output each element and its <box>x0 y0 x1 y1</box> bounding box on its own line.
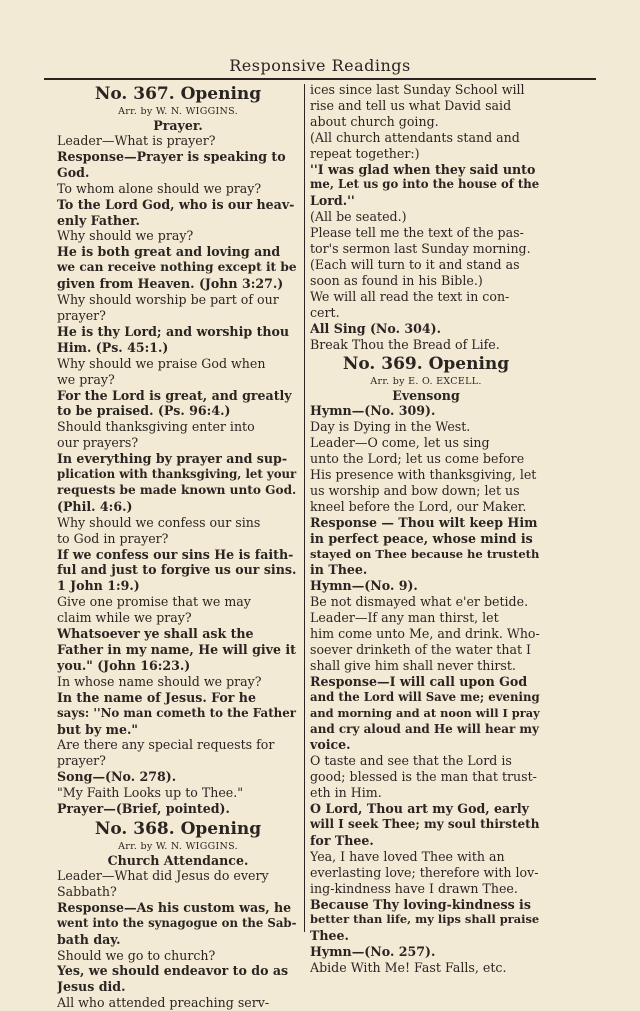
response-line: in perfect peace, whose mind is <box>310 530 533 546</box>
column-divider <box>304 84 305 932</box>
response-line: requests be made known unto God. <box>57 482 297 497</box>
response-line: Yes, we should endeavor to do as <box>57 963 289 979</box>
response-line: He is both great and loving and <box>57 244 281 260</box>
leader-line: eth in Him. <box>310 785 382 801</box>
response-line: O Lord, Thou art my God, early <box>310 801 529 817</box>
response-line: If we confess our sins He is faith- <box>57 546 294 562</box>
leader-line: O taste and see that the Lord is <box>310 753 512 769</box>
leader-line: Leader—O come, let us sing <box>310 435 490 451</box>
response-line: Because Thy loving-kindness is <box>310 896 531 912</box>
response-line: stayed on Thee because he trusteth <box>310 546 540 561</box>
leader-line: repeat together:) <box>310 145 420 161</box>
response-line: ''I was glad when they said unto <box>310 161 536 177</box>
response-line: went into the synagogue on the Sab- <box>57 915 297 930</box>
leader-line: cert. <box>310 304 340 320</box>
leader-line: (All be seated.) <box>310 209 407 225</box>
leader-line: tor's sermon last Sunday morning. <box>310 241 531 257</box>
leader-line: Should we go to church? <box>57 947 216 963</box>
leader-line: We will all read the text in con- <box>310 288 510 304</box>
leader-line: "My Faith Looks up to Thee." <box>57 785 244 801</box>
leader-line: His presence with thanksgiving, let <box>310 467 537 483</box>
section-title: No. 369. Opening <box>342 354 510 375</box>
leader-line: good; blessed is the man that trust- <box>310 769 537 785</box>
response-line: to be praised. (Ps. 96:4.) <box>57 403 231 419</box>
response-line: voice. <box>310 737 351 753</box>
response-line: For the Lord is great, and greatly <box>57 387 292 403</box>
leader-line: Why should we praise God when <box>57 355 266 371</box>
leader-line: All who attended preaching serv- <box>57 995 270 1011</box>
response-line: bath day. <box>57 931 121 947</box>
section-subtitle: Evensong <box>392 388 460 404</box>
section-title: No. 367. Opening <box>94 84 262 104</box>
arranger-credit: Arr. by W. N. WIGGINS. <box>118 106 238 117</box>
response-line: In everything by prayer and sup- <box>57 451 288 467</box>
response-line: Response—I will call upon God <box>310 673 528 689</box>
leader-line: Are there any special requests for <box>57 737 275 753</box>
response-line: (Phil. 4:6.) <box>57 498 133 514</box>
left-column <box>57 82 299 1011</box>
response-line: In the name of Jesus. For he <box>57 689 256 705</box>
response-line: and morning and at noon will I pray <box>310 705 540 720</box>
response-line: 1 John 1:9.) <box>57 578 140 594</box>
leader-line: Why should we confess our sins <box>57 514 261 530</box>
response-line: Him. (Ps. 45:1.) <box>57 339 169 355</box>
header-rule <box>44 78 596 80</box>
response-line: you." (John 16:23.) <box>57 657 191 673</box>
leader-line: Break Thou the Bread of Life. <box>310 336 500 352</box>
response-line: and the Lord will Save me; evening <box>310 689 540 704</box>
response-line: Response—Prayer is speaking to <box>57 148 286 164</box>
response-line: All Sing (No. 304). <box>310 320 441 336</box>
leader-line: (Each will turn to it and stand as <box>310 256 520 272</box>
response-line: me, Let us go into the house of the <box>310 177 540 192</box>
leader-line: soon as found in his Bible.) <box>310 272 483 288</box>
leader-line: Give one promise that we may <box>57 594 251 610</box>
response-line: Response — Thou wilt keep Him <box>310 514 538 530</box>
leader-line: everlasting love; therefore with lov- <box>310 864 539 880</box>
leader-line: kneel before the Lord, our Maker. <box>310 498 527 514</box>
response-line: Whatsoever ye shall ask the <box>57 626 254 642</box>
leader-line: ing-kindness have I drawn Thee. <box>310 880 518 896</box>
response-line: To the Lord God, who is our heav- <box>57 196 295 212</box>
leader-line: Day is Dying in the West. <box>310 419 471 435</box>
leader-line: shall give him shall never thirst. <box>310 657 516 673</box>
section-subtitle: Prayer. <box>153 118 203 133</box>
arranger-credit: Arr. by W. N. WIGGINS. <box>118 840 238 852</box>
section-title: No. 368. Opening <box>94 818 262 839</box>
response-line: Lord.'' <box>310 193 355 209</box>
leader-line: us worship and bow down; let us <box>310 482 520 498</box>
leader-line: In whose name should we pray? <box>57 673 262 689</box>
response-line: better than life, my lips shall praise <box>310 912 540 927</box>
response-line: says: ''No man cometh to the Father <box>57 705 297 720</box>
leader-line: prayer? <box>57 753 106 769</box>
response-line: Hymn—(No. 309). <box>310 403 436 419</box>
response-line: Song—(No. 278). <box>57 769 177 785</box>
page-title: Responsive Readings <box>229 56 411 75</box>
leader-line: Leader—What is prayer? <box>57 133 216 148</box>
leader-line: Be not dismayed what e'er betide. <box>310 594 529 610</box>
response-line: and cry aloud and He will hear my <box>310 721 539 736</box>
leader-line: soever drinketh of the water that I <box>310 642 531 657</box>
leader-line: Should thanksgiving enter into <box>57 419 255 435</box>
response-line: for Thee. <box>310 832 374 848</box>
leader-line: (All church attendants stand and <box>310 129 520 145</box>
leader-line: prayer? <box>57 307 106 323</box>
response-line: Jesus did. <box>57 979 126 995</box>
leader-line: Please tell me the text of the pas- <box>310 225 524 241</box>
leader-line: our prayers? <box>57 435 139 451</box>
response-line: given from Heaven. (John 3:27.) <box>57 276 284 292</box>
response-line: He is thy Lord; and worship thou <box>57 323 290 339</box>
leader-line: To whom alone should we pray? <box>57 180 262 196</box>
leader-line: unto the Lord; let us come before <box>310 451 525 467</box>
leader-line: ices since last Sunday School will <box>310 82 525 97</box>
leader-line: Abide With Me! Fast Falls, etc. <box>310 960 507 976</box>
response-line: Hymn—(No. 257). <box>310 944 436 960</box>
leader-line: Leader—What did Jesus do every <box>57 867 269 883</box>
leader-line: Why should worship be part of our <box>57 292 279 308</box>
arranger-credit: Arr. by E. O. EXCELL. <box>370 376 482 388</box>
response-line: plication with thanksgiving, let your <box>57 467 297 482</box>
response-line: Response—As his custom was, he <box>57 899 292 915</box>
leader-line: Why should we pray? <box>57 228 194 244</box>
response-line: we can receive nothing except it be <box>57 260 297 275</box>
leader-line: Leader—If any man thirst, let <box>310 610 499 626</box>
response-line: Father in my name, He will give it <box>57 642 296 657</box>
response-line: in Thee. <box>310 562 368 578</box>
response-line: Thee. <box>310 928 349 944</box>
response-line: ful and just to forgive us our sins. <box>57 562 297 578</box>
leader-line: claim while we pray? <box>57 610 192 626</box>
leader-line: we pray? <box>57 371 115 387</box>
response-line: will I seek Thee; my soul thirsteth <box>310 816 540 831</box>
right-column <box>310 82 542 976</box>
section-subtitle: Church Attendance. <box>107 852 249 868</box>
leader-line: him come unto Me, and drink. Who- <box>310 626 540 642</box>
response-line: enly Father. <box>57 212 140 228</box>
response-line: Prayer—(Brief, pointed). <box>57 801 230 817</box>
leader-line: rise and tell us what David said <box>310 97 512 113</box>
leader-line: about church going. <box>310 113 439 129</box>
leader-line: Sabbath? <box>57 883 117 899</box>
leader-line: to God in prayer? <box>57 530 169 546</box>
response-line: Hymn—(No. 9). <box>310 578 418 594</box>
leader-line: Yea, I have loved Thee with an <box>310 848 505 864</box>
response-line: but by me." <box>57 721 138 737</box>
response-line: God. <box>57 164 90 180</box>
